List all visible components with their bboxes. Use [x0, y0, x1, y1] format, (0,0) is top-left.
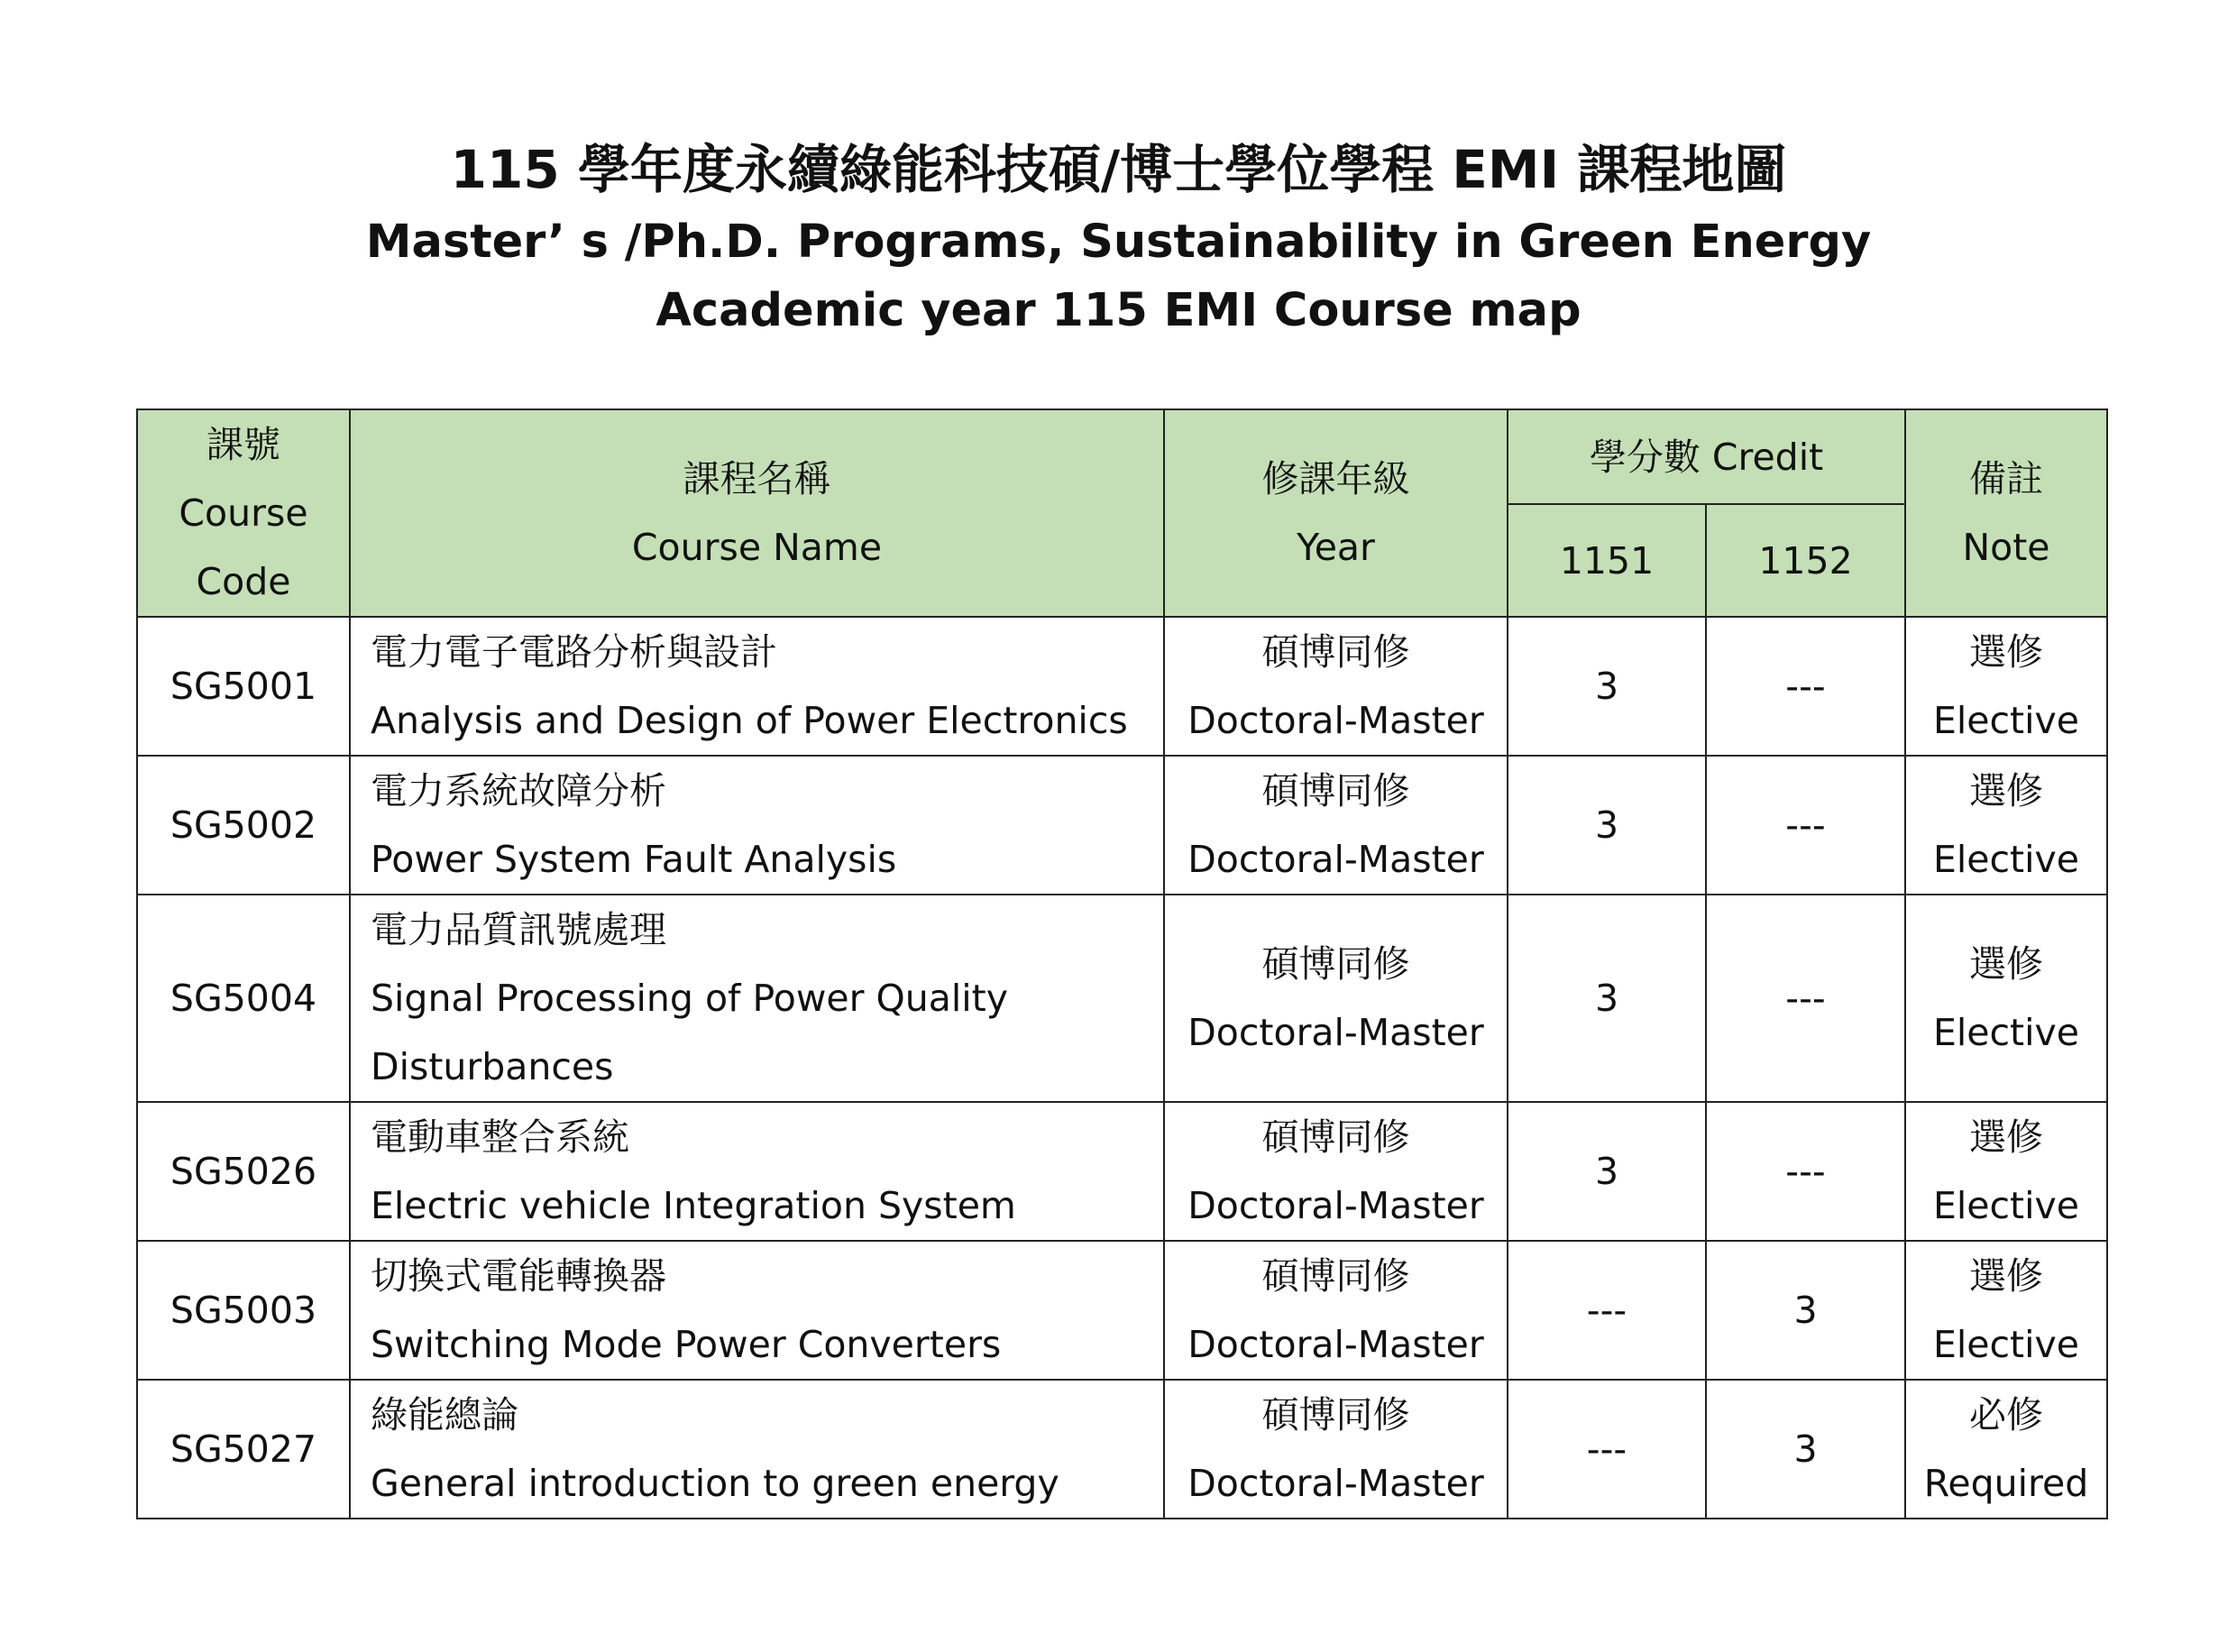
year-en: Doctoral-Master	[1187, 1011, 1484, 1054]
year-zh: 碩博同修	[1261, 630, 1410, 674]
course-note	[1905, 1102, 2107, 1241]
course-code: SG5003	[137, 1241, 350, 1380]
table-row	[137, 617, 2107, 756]
course-year	[1164, 1380, 1508, 1519]
header-year-en: Year	[1297, 526, 1375, 569]
course-name	[350, 1102, 1164, 1241]
course-note	[1905, 617, 2107, 756]
note-zh: 選修	[1969, 630, 2043, 674]
course-year	[1164, 756, 1508, 895]
course-name-zh: 綠能總論	[371, 1393, 518, 1436]
page-title-zh: 115 學年度永續綠能科技碩/博士學位學程 EMI 課程地圖	[450, 139, 1787, 200]
year-zh: 碩博同修	[1261, 1254, 1410, 1298]
course-name-zh: 電動車整合系統	[371, 1115, 629, 1159]
course-map-table	[136, 408, 2108, 1519]
header-year	[1164, 409, 1508, 617]
course-name-zh: 電力系統故障分析	[371, 769, 666, 812]
course-name-en: Analysis and Design of Power Electronics	[371, 699, 1128, 742]
page-title-en-line2: Academic year 115 EMI Course map	[656, 284, 1581, 337]
header-code-en2: Code	[196, 560, 291, 603]
year-zh: 碩博同修	[1261, 769, 1410, 812]
course-code: SG5002	[137, 756, 350, 895]
credit-1151: 3	[1508, 895, 1706, 1102]
credit-1151: 3	[1508, 1102, 1706, 1241]
course-note	[1905, 1380, 2107, 1519]
course-name	[350, 1241, 1164, 1380]
table-row	[137, 1241, 2107, 1380]
note-en: Elective	[1932, 699, 2080, 742]
course-year	[1164, 617, 1508, 756]
course-name-en: Power System Fault Analysis	[371, 838, 897, 881]
year-en: Doctoral-Master	[1187, 1184, 1484, 1227]
course-note	[1905, 895, 2107, 1102]
course-code: SG5004	[137, 895, 350, 1102]
note-zh: 必修	[1969, 1393, 2043, 1436]
header-note	[1905, 409, 2107, 617]
header-course-code	[137, 409, 350, 617]
course-name	[350, 617, 1164, 756]
table-row	[137, 756, 2107, 895]
course-name	[350, 895, 1164, 1102]
course-name-zh: 切換式電能轉換器	[371, 1254, 666, 1298]
course-name-en: Switching Mode Power Converters	[371, 1323, 1002, 1366]
course-code: SG5027	[137, 1380, 350, 1519]
course-year	[1164, 1241, 1508, 1380]
header-code-en1: Course	[179, 491, 308, 535]
note-zh: 選修	[1969, 1254, 2043, 1298]
credit-1151: ---	[1508, 1241, 1706, 1380]
course-name-zh: 電力電子電路分析與設計	[371, 630, 777, 674]
header-semester-1152: 1152	[1706, 504, 1905, 617]
header-note-en: Note	[1962, 526, 2050, 569]
course-code: SG5026	[137, 1102, 350, 1241]
course-name-zh: 電力品質訊號處理	[371, 908, 666, 951]
course-name-en: General introduction to green energy	[371, 1462, 1059, 1505]
header-code-zh: 課號	[206, 423, 280, 466]
note-en: Elective	[1932, 1323, 2080, 1366]
header-note-zh: 備註	[1969, 457, 2043, 500]
year-en: Doctoral-Master	[1187, 838, 1484, 881]
year-zh: 碩博同修	[1261, 1115, 1410, 1159]
note-zh: 選修	[1969, 1115, 2043, 1159]
header-name-zh: 課程名稱	[683, 457, 831, 500]
note-zh: 選修	[1969, 942, 2043, 986]
note-en: Elective	[1932, 838, 2080, 881]
note-en: Required	[1923, 1462, 2089, 1505]
course-name-en: Signal Processing of Power Quality	[371, 977, 1008, 1020]
note-en: Elective	[1932, 1184, 2080, 1227]
credit-1152: ---	[1706, 617, 1905, 756]
credit-1151: 3	[1508, 756, 1706, 895]
year-en: Doctoral-Master	[1187, 1323, 1484, 1366]
header-course-name	[350, 409, 1164, 617]
credit-1151: 3	[1508, 617, 1706, 756]
credit-1152: ---	[1706, 895, 1905, 1102]
course-name-en-line2: Disturbances	[371, 1045, 614, 1088]
header-semester-1151: 1151	[1508, 504, 1706, 617]
page-title-en-line1: Master’ s /Ph.D. Programs, Sustainability in Green Energy	[365, 216, 1872, 269]
year-zh: 碩博同修	[1261, 1393, 1410, 1436]
course-year	[1164, 1102, 1508, 1241]
credit-1152: 3	[1706, 1380, 1905, 1519]
note-zh: 選修	[1969, 769, 2043, 812]
table-row	[137, 1380, 2107, 1519]
note-en: Elective	[1932, 1011, 2080, 1054]
credit-1152: ---	[1706, 1102, 1905, 1241]
credit-1152: ---	[1706, 756, 1905, 895]
course-name	[350, 1380, 1164, 1519]
header-name-en: Course Name	[631, 526, 883, 569]
credit-1152: 3	[1706, 1241, 1905, 1380]
year-zh: 碩博同修	[1261, 942, 1410, 986]
header-credit: 學分數 Credit	[1508, 409, 1905, 504]
year-en: Doctoral-Master	[1187, 1462, 1484, 1505]
course-year	[1164, 895, 1508, 1102]
year-en: Doctoral-Master	[1187, 699, 1484, 742]
course-note	[1905, 1241, 2107, 1380]
credit-1151: ---	[1508, 1380, 1706, 1519]
page-title-block	[0, 131, 2237, 345]
course-code: SG5001	[137, 617, 350, 756]
course-note	[1905, 756, 2107, 895]
course-name	[350, 756, 1164, 895]
header-year-zh: 修課年級	[1261, 457, 1410, 500]
table-row	[137, 1102, 2107, 1241]
course-name-en: Electric vehicle Integration System	[371, 1184, 1016, 1227]
table-row	[137, 895, 2107, 1102]
